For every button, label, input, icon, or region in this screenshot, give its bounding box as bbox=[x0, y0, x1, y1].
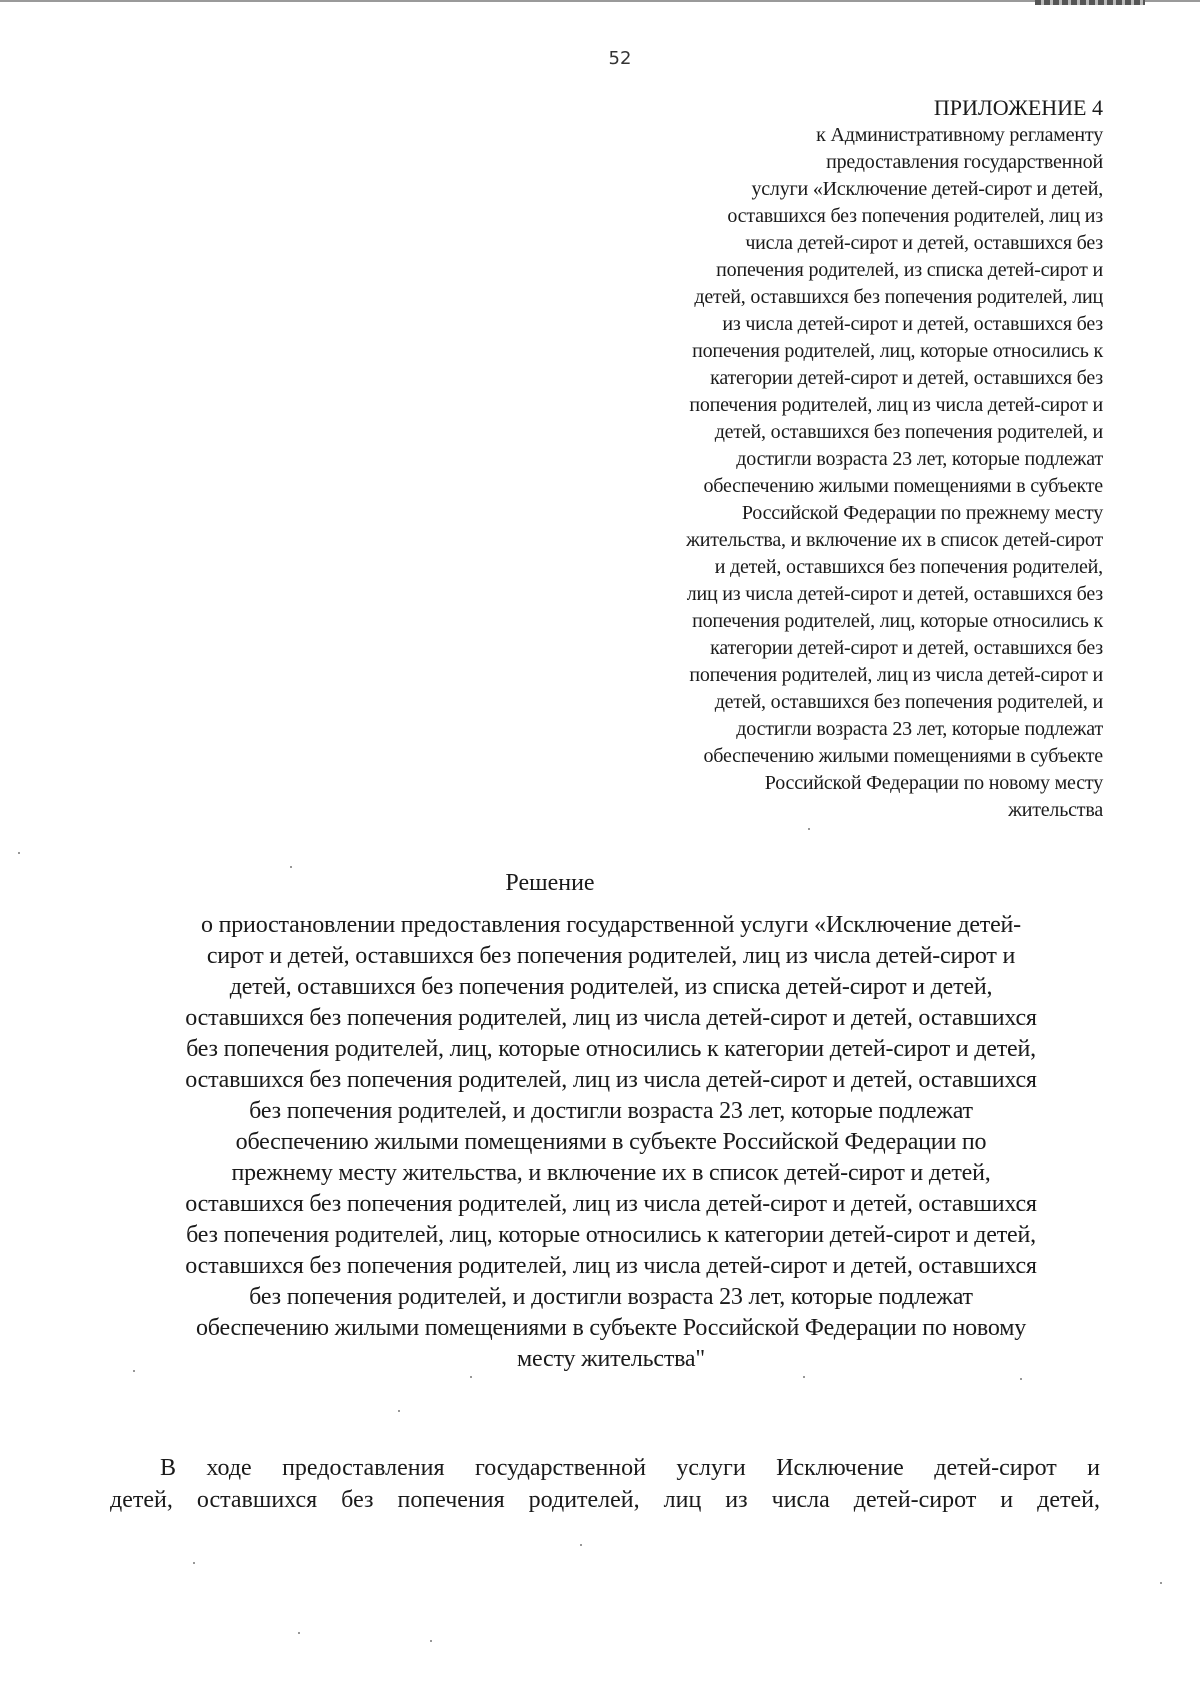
appendix-line: лиц из числа детей-сирот и детей, оставшихся без bbox=[686, 583, 1103, 605]
decision-subject bbox=[96, 910, 1126, 1375]
appendix-line: предоставления государственной bbox=[826, 151, 1103, 173]
appendix-line: категории детей-сирот и детей, оставшихся без bbox=[710, 637, 1103, 659]
scan-speck bbox=[290, 866, 292, 868]
appendix-line: Российской Федерации по прежнему месту bbox=[741, 502, 1103, 524]
decision-line: без попечения родителей, и достигли возраста 23 лет, которые подлежат bbox=[249, 1284, 973, 1310]
decision-line: оставшихся без попечения родителей, лиц из числа детей-сирот и детей, оставшихся bbox=[185, 1005, 1037, 1031]
appendix-line: числа детей-сирот и детей, оставшихся без bbox=[745, 232, 1103, 254]
appendix-line: детей, оставшихся без попечения родителей, и bbox=[714, 691, 1103, 713]
scan-artifact-mark bbox=[1035, 0, 1145, 5]
decision-line: оставшихся без попечения родителей, лиц из числа детей-сирот и детей, оставшихся bbox=[185, 1191, 1037, 1217]
decision-line: без попечения родителей, и достигли возраста 23 лет, которые подлежат bbox=[249, 1098, 973, 1124]
appendix-line: достигли возраста 23 лет, которые подлежат bbox=[736, 448, 1103, 470]
appendix-title: ПРИЛОЖЕНИЕ 4 bbox=[933, 95, 1103, 120]
appendix-line: категории детей-сирот и детей, оставшихся без bbox=[710, 367, 1103, 389]
decision-line: детей, оставшихся без попечения родителей, из списка детей-сирот и детей, bbox=[229, 974, 993, 1000]
decision-line: оставшихся без попечения родителей, лиц из числа детей-сирот и детей, оставшихся bbox=[185, 1067, 1037, 1093]
appendix-line: из числа детей-сирот и детей, оставшихся без bbox=[722, 313, 1103, 335]
decision-line: без попечения родителей, лиц, которые относились к категории детей-сирот и детей, bbox=[186, 1222, 1036, 1248]
body-paragraph bbox=[110, 1452, 1100, 1516]
decision-line: без попечения родителей, лиц, которые относились к категории детей-сирот и детей, bbox=[186, 1036, 1036, 1062]
appendix-reference bbox=[560, 122, 1103, 824]
scan-speck bbox=[430, 1640, 432, 1642]
appendix-line: попечения родителей, лиц из числа детей-сирот и bbox=[689, 664, 1103, 686]
appendix-line: Российской Федерации по новому месту bbox=[764, 772, 1103, 794]
appendix-line: попечения родителей, из списка детей-сирот и bbox=[716, 259, 1103, 281]
scan-speck bbox=[193, 1562, 195, 1564]
appendix-line: жительства, и включение их в список детей-сирот bbox=[686, 529, 1103, 551]
scan-speck bbox=[1160, 1582, 1162, 1584]
scan-speck bbox=[803, 1376, 805, 1378]
appendix-line: оставшихся без попечения родителей, лиц из bbox=[727, 205, 1103, 227]
scan-speck bbox=[1020, 1378, 1022, 1380]
paragraph-line: В ходе предоставления государственной услуги Исключение детей-сирот и bbox=[160, 1455, 1100, 1481]
appendix-line: жительства bbox=[1008, 799, 1103, 821]
appendix-line: услуги «Исключение детей-сирот и детей, bbox=[751, 178, 1103, 200]
scan-speck bbox=[808, 828, 810, 830]
paragraph-line: детей, оставшихся без попечения родителей, лиц из числа детей-сирот и детей, bbox=[110, 1487, 1100, 1513]
appendix-line: детей, оставшихся без попечения родителей, лиц bbox=[694, 286, 1103, 308]
appendix-line: попечения родителей, лиц из числа детей-сирот и bbox=[689, 394, 1103, 416]
page-number: 52 bbox=[608, 48, 632, 69]
scan-speck bbox=[470, 1376, 472, 1378]
scan-speck bbox=[298, 1632, 300, 1634]
appendix-line: обеспечению жилыми помещениями в субъекте bbox=[703, 475, 1103, 497]
scan-speck bbox=[580, 1544, 582, 1546]
decision-line: сирот и детей, оставшихся без попечения родителей, лиц из числа детей-сирот и bbox=[206, 943, 1016, 969]
decision-heading: Решение bbox=[505, 870, 595, 896]
decision-line: оставшихся без попечения родителей, лиц из числа детей-сирот и детей, оставшихся bbox=[185, 1253, 1037, 1279]
appendix-header bbox=[560, 94, 1103, 824]
scan-speck bbox=[398, 1410, 400, 1412]
appendix-line: и детей, оставшихся без попечения родителей, bbox=[714, 556, 1103, 578]
decision-line: обеспечению жилыми помещениями в субъекте Российской Федерации по bbox=[235, 1129, 987, 1155]
appendix-line: попечения родителей, лиц, которые относились к bbox=[692, 610, 1103, 632]
appendix-line: попечения родителей, лиц, которые относились к bbox=[692, 340, 1103, 362]
appendix-line: к Административному регламенту bbox=[816, 124, 1103, 146]
appendix-line: обеспечению жилыми помещениями в субъекте bbox=[703, 745, 1103, 767]
decision-line: прежнему месту жительства, и включение их в список детей-сирот и детей, bbox=[231, 1160, 991, 1186]
scan-speck bbox=[18, 852, 20, 854]
decision-line: месту жительства" bbox=[517, 1346, 705, 1372]
decision-line: обеспечению жилыми помещениями в субъекте Российской Федерации по новому bbox=[195, 1315, 1027, 1341]
scan-top-edge bbox=[0, 0, 1200, 2]
decision-line: о приостановлении предоставления государственной услуги «Исключение детей- bbox=[201, 912, 1021, 938]
appendix-line: достигли возраста 23 лет, которые подлежат bbox=[736, 718, 1103, 740]
scan-speck bbox=[133, 1370, 135, 1372]
appendix-line: детей, оставшихся без попечения родителей, и bbox=[714, 421, 1103, 443]
